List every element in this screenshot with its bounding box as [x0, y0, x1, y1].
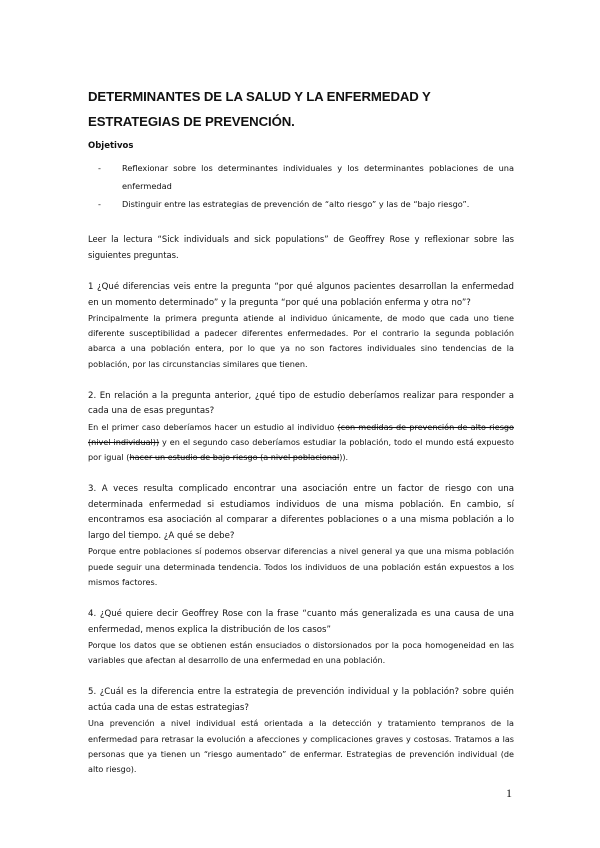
answer-text	[88, 420, 514, 466]
question-text: 5. ¿Cuál es la diferencia entre la estrategia de prevención individual y la población? sobre quién actúa cada una de estas estrategias?	[88, 687, 514, 713]
answer-text: Porque entre poblaciones sí podemos observar diferencias a nivel general ya que una misma población puede seguir una determinada tendencia. Todos los individuos de una población están expuestos a los mismos factores.	[88, 546, 514, 587]
answer-text: Principalmente la primera pregunta atiende al individuo únicamente, de modo que cada uno tiene diferente susceptibilidad a padecer diferentes enfermedades. Por el contrario la segunda población abarca a una población entera, por lo que ya no son factores individuales sino tendencias de la población, por las circunstancias similares que tienen.	[88, 313, 514, 369]
page-number: 1	[506, 786, 512, 800]
question-text: 2. En relación a la pregunta anterior, ¿qué tipo de estudio deberíamos realizar para responder a cada una de esas preguntas?	[88, 390, 514, 417]
objective-text: Distinguir entre las estrategias de prevención de “alto riesgo” y las de “bajo riesgo”.	[122, 199, 470, 209]
answer-segment: y en el segundo caso deberíamos estudiar la población, todo el mundo está expuesto por igual (	[88, 437, 514, 463]
objective-item	[88, 159, 514, 195]
struck-text: (con medidas de prevención de alto riesgo (nivel individual))	[88, 421, 514, 448]
struck-text: hacer un estudio de bajo riesgo (a nivel poblacional	[129, 452, 340, 463]
objective-text: Reflexionar sobre los determinantes individuales y los determinantes poblaciones de una enfermedad	[122, 163, 514, 191]
answer-text: Una prevención a nivel individual está orientada a la detección y tratamiento tempranos de la enfermedad para retrasar la evolución a afecciones y complicaciones graves y costosas. Tratamos a las personas que ya tienen un “riesgo aumentado” de enfermar. Estrategias de prevención individual (de alto riesgo).	[88, 718, 514, 775]
question-block-1	[88, 280, 514, 372]
intro-paragraph: Leer la lectura “Sick individuals and sick populations” de Geoffrey Rose y reflexionar sobre las siguientes preguntas.	[88, 234, 514, 260]
question-block-2	[88, 389, 514, 466]
question-block-4	[88, 607, 514, 668]
question-block-5	[88, 685, 514, 777]
answer-segment: En el primer caso deberíamos hacer un estudio al individuo	[88, 421, 338, 432]
bullet-dash: -	[98, 163, 101, 173]
question-text: 4. ¿Qué quiere decir Geoffrey Rose con la frase “cuanto más generalizada es una causa de una enfermedad, menos explica la distribución de los casos”	[88, 609, 514, 635]
question-block-3	[88, 482, 514, 590]
objectives-list	[88, 159, 514, 213]
objective-item	[88, 195, 514, 213]
bullet-dash: -	[98, 199, 101, 209]
objectives-heading: Objetivos	[88, 141, 134, 151]
question-text: 3. A veces resulta complicado encontrar una asociación entre un factor de riesgo con una determinada enfermedad si estudiamos individuos de una misma población. En cambio, sí encontramos esa asociación al comparar a diferentes poblaciones o a una misma población a lo largo del tiempo. ¿A qué se debe?	[88, 484, 514, 541]
answer-segment: )).	[339, 452, 349, 463]
question-text: 1 ¿Qué diferencias veis entre la pregunta “por qué algunos pacientes desarrollan la enfermedad en un momento determinado” y la pregunta “por qué una población enferma y otra no”?	[88, 282, 514, 308]
answer-text: Porque los datos que se obtienen están ensuciados o distorsionados por la poca homogeneidad en las variables que afectan al desarrollo de una enfermedad en una población.	[88, 640, 514, 666]
document-title: DETERMINANTES DE LA SALUD Y LA ENFERMEDAD Y ESTRATEGIAS DE PREVENCIÓN.	[88, 89, 431, 129]
document-page	[88, 84, 514, 794]
